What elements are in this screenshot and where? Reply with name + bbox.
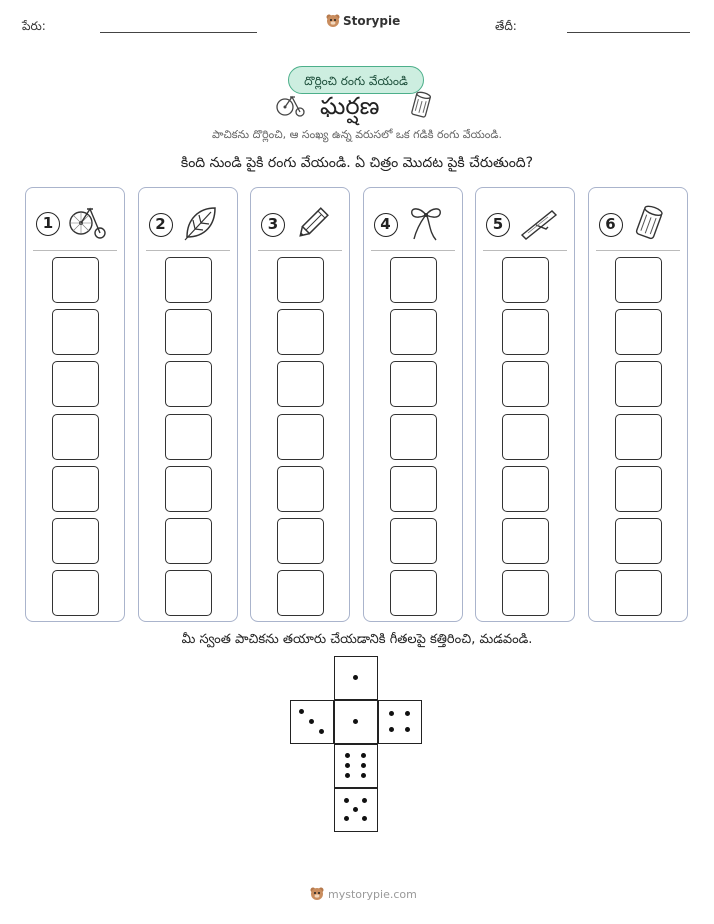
color-box[interactable] (52, 466, 99, 512)
name-line[interactable] (100, 32, 257, 33)
dice-pip (345, 773, 350, 778)
column-number: 3 (261, 213, 285, 237)
color-box[interactable] (390, 466, 437, 512)
dice-face-1 (334, 656, 378, 700)
instruction-color: కింది నుండి పైకి రంగు వేయండి. ఏ చిత్రం మొదట పైకి చేరుతుంది? (180, 155, 534, 171)
brand-name: Storypie (343, 14, 401, 28)
color-box[interactable] (165, 466, 212, 512)
color-box[interactable] (502, 309, 549, 355)
date-line[interactable] (567, 32, 690, 33)
column-6 (588, 187, 688, 622)
bear-icon (310, 886, 324, 902)
dice-face-4 (378, 700, 422, 744)
column-4 (363, 187, 463, 622)
dice-pip (299, 709, 304, 714)
dice-pip (389, 711, 394, 716)
column-2 (138, 187, 238, 622)
color-box[interactable] (52, 518, 99, 564)
color-box[interactable] (502, 257, 549, 303)
dice-pip (309, 719, 314, 724)
color-box[interactable] (277, 414, 324, 460)
dice-pip (361, 773, 366, 778)
color-box[interactable] (52, 414, 99, 460)
leaf-icon (181, 203, 221, 247)
dice-face-5 (334, 788, 378, 832)
color-box[interactable] (502, 466, 549, 512)
stick-icon (518, 203, 560, 247)
column-number: 4 (374, 213, 398, 237)
column-divider (146, 250, 230, 251)
column-divider (483, 250, 567, 251)
page-title: ఘర్షణ (320, 92, 380, 120)
dice-pip (319, 729, 324, 734)
bear-icon (326, 13, 340, 29)
color-box[interactable] (615, 414, 662, 460)
column-divider (371, 250, 455, 251)
color-box[interactable] (277, 257, 324, 303)
color-box[interactable] (165, 570, 212, 616)
column-1 (25, 187, 125, 622)
color-box[interactable] (277, 570, 324, 616)
activity-pill: దొర్లించి రంగు వేయండి (288, 66, 424, 94)
column-number: 5 (486, 213, 510, 237)
color-box[interactable] (277, 518, 324, 564)
color-box[interactable] (390, 570, 437, 616)
bicycle-icon (276, 92, 306, 118)
dice-face-3 (290, 700, 334, 744)
color-box[interactable] (52, 257, 99, 303)
column-header (486, 203, 560, 247)
footer (310, 886, 417, 902)
dice-pip (361, 753, 366, 758)
column-3 (250, 187, 350, 622)
column-divider (596, 250, 680, 251)
column-header (599, 203, 667, 247)
color-box[interactable] (390, 361, 437, 407)
dice-pip (405, 727, 410, 732)
color-box[interactable] (165, 361, 212, 407)
color-box[interactable] (165, 257, 212, 303)
dice-face-1 (334, 700, 378, 744)
column-header (149, 203, 221, 247)
color-box[interactable] (390, 518, 437, 564)
brand-logo (326, 13, 400, 29)
dice-pip (362, 798, 367, 803)
color-box[interactable] (52, 570, 99, 616)
color-box[interactable] (165, 414, 212, 460)
color-box[interactable] (502, 414, 549, 460)
color-box[interactable] (390, 414, 437, 460)
color-box[interactable] (277, 309, 324, 355)
dice-pip (405, 711, 410, 716)
color-box[interactable] (615, 570, 662, 616)
column-divider (33, 250, 117, 251)
column-header (374, 203, 446, 247)
column-number: 2 (149, 213, 173, 237)
dice-pip (353, 675, 358, 680)
color-box[interactable] (502, 570, 549, 616)
color-box[interactable] (165, 518, 212, 564)
color-box[interactable] (502, 361, 549, 407)
color-box[interactable] (52, 361, 99, 407)
log-icon (631, 203, 667, 247)
dice-pip (362, 816, 367, 821)
column-header (36, 203, 108, 245)
dice-face-6 (334, 744, 378, 788)
column-number: 1 (36, 212, 60, 236)
dice-pip (353, 719, 358, 724)
color-box[interactable] (615, 309, 662, 355)
instruction-roll: పాచికను దొర్లించి, ఆ సంఖ్య ఉన్న వరుసలో ఒక గడికి రంగు వేయండి. (212, 128, 502, 141)
dice-pip (344, 816, 349, 821)
footer-url: mystorypie.com (328, 887, 417, 901)
instruction-cut: మీ స్వంత పాచికను తయారు చేయడానికి గీతలపై కత్తిరించి, మడవండి. (181, 632, 533, 647)
dice-pip (345, 753, 350, 758)
column-divider (258, 250, 342, 251)
column-5 (475, 187, 575, 622)
color-box[interactable] (277, 361, 324, 407)
date-label: తేదీ: (495, 19, 517, 33)
color-box[interactable] (615, 518, 662, 564)
dice-pip (345, 763, 350, 768)
color-box[interactable] (390, 309, 437, 355)
dice-pip (344, 798, 349, 803)
log-icon (408, 90, 434, 120)
column-header (261, 203, 333, 247)
color-box[interactable] (277, 466, 324, 512)
dice-pip (361, 763, 366, 768)
column-number: 6 (599, 213, 623, 237)
dice-pip (389, 727, 394, 732)
color-box[interactable] (502, 518, 549, 564)
color-box[interactable] (615, 466, 662, 512)
pencil-icon (293, 203, 333, 247)
color-box[interactable] (390, 257, 437, 303)
name-label: పేరు: (22, 19, 46, 33)
color-box[interactable] (165, 309, 212, 355)
color-box[interactable] (615, 361, 662, 407)
color-box[interactable] (52, 309, 99, 355)
color-box[interactable] (615, 257, 662, 303)
dice-pip (353, 807, 358, 812)
ribbon-icon (406, 203, 446, 247)
bicycle-icon (68, 203, 108, 245)
